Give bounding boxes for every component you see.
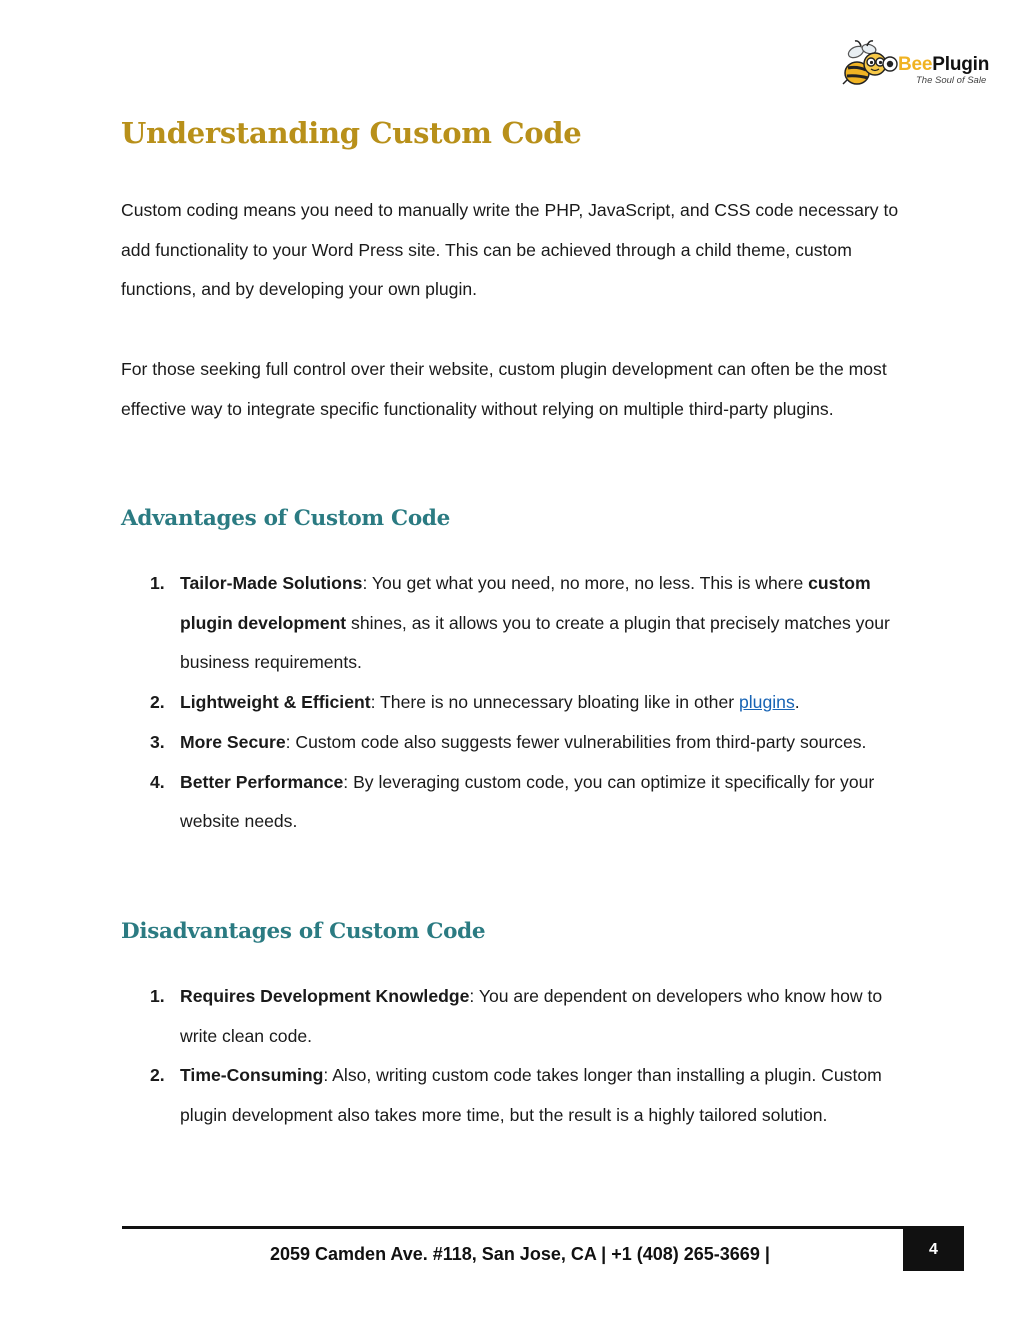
footer-divider — [122, 1226, 964, 1229]
beeplugin-logo — [842, 40, 994, 90]
list-number: 1. — [150, 573, 165, 593]
advantages-list — [121, 564, 921, 842]
list-item: 2. Lightweight & Efficient: There is no unnecessary bloating like in other plugins. — [121, 683, 921, 723]
list-number: 2. — [150, 1065, 165, 1086]
list-item: 2. Time-Consuming: Also, writing custom code takes longer than installing a plugin. Custom plugin development also takes more time, but the result is a highly tailored solution. — [121, 1056, 921, 1135]
list-item: 1. Tailor-Made Solutions: You get what you need, no more, no less. This is where custom plugin development shines, as it allows you to create a plugin that precisely matches your business requirements. — [121, 564, 921, 683]
list-item-term: Lightweight & Efficient — [180, 692, 371, 713]
page-title: Understanding Custom Code — [121, 116, 582, 150]
list-item-term: Requires Development Knowledge — [180, 986, 470, 1006]
list-number: 3. — [150, 731, 165, 752]
logo-tagline: The Soul of Sale — [916, 75, 987, 86]
disadvantages-list — [121, 977, 921, 1136]
plugins-link[interactable]: plugins — [738, 692, 795, 713]
list-number: 1. — [150, 986, 165, 1006]
list-number: 4. — [150, 771, 165, 792]
intro-paragraph-2: For those seeking full control over their website, custom plugin development can often be the most effective way to integrate specific functionality without relying on multiple third-party plugins. — [121, 359, 887, 419]
advantages-heading: Advantages of Custom Code — [121, 506, 451, 531]
disadvantages-heading: Disadvantages of Custom Code — [121, 919, 486, 944]
list-item-term: Better Performance — [180, 771, 344, 792]
list-item: 4. Better Performance: By leveraging custom code, you can optimize it specifically for your website needs. — [121, 763, 921, 842]
list-item-term: Tailor-Made Solutions — [180, 573, 363, 593]
list-item-term: More Secure — [180, 731, 286, 752]
list-number: 2. — [150, 692, 165, 713]
logo-wordmark: BeePlugin — [898, 54, 990, 75]
list-item: 1. Requires Development Knowledge: You are dependent on developers who know how to write clean code. — [121, 977, 921, 1056]
list-item-term: Time-Consuming — [180, 1065, 324, 1086]
footer-address: 2059 Camden Ave. #118, San Jose, CA | +1 (408) 265-3669 | — [270, 1244, 770, 1264]
list-item: 3. More Secure: Custom code also suggests fewer vulnerabilities from third-party sources. — [121, 723, 921, 763]
bee-mascot-icon — [842, 40, 898, 90]
page-number-badge: 4 — [903, 1229, 964, 1271]
bold-phrase: custom plugin development — [180, 573, 871, 633]
intro-paragraph-1: Custom coding means you need to manually write the PHP, JavaScript, and CSS code necessary to add functionality to your Word Press site. This can be achieved through a child theme, custom functions, and by developing your own plugin. — [121, 200, 899, 300]
